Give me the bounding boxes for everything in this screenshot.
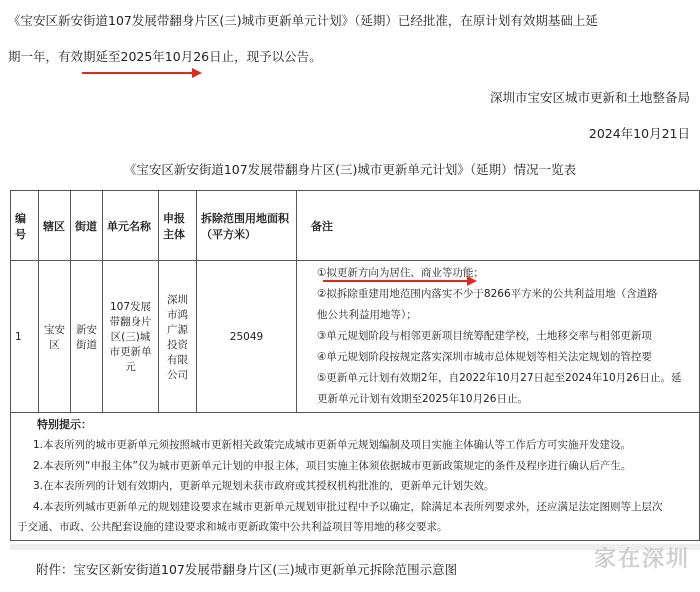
note-5: ④单元规划阶段按规定落实深圳市城市总体规划等相关法定规划的管控要 (317, 351, 652, 363)
table-header-row (11, 191, 700, 261)
table-title: 《宝安区新安街道107发展带翻身片区(三)城市更新单元计划》（延期）情况一览表 (123, 162, 577, 177)
notice-line-2: 期一年，有效期延至2025年10月26日止，现予以公告。 (8, 49, 322, 64)
tips-row (11, 413, 700, 541)
tip-3: 3.在本表所列的计划有效期内，更新单元规划未获市政府或其授权机构批准的，更新单元计划失效。 (33, 480, 495, 492)
note-6: ⑤更新单元计划有效期2年，自2022年10月27日起至2024年10月26日止。延 (317, 372, 682, 384)
cell-district: 宝安区 (39, 261, 71, 413)
header-street: 街道 (71, 191, 103, 261)
header-area: 拆除范围用地面积（平方米） (197, 191, 297, 261)
header-applicant: 申报主体 (159, 191, 197, 261)
plan-table (10, 190, 700, 541)
tips-title: 特别提示： (37, 418, 92, 431)
header-no: 编号 (11, 191, 39, 261)
cell-street: 新安街道 (71, 261, 103, 413)
cell-area: 25049 (197, 261, 297, 413)
notice-line-1: 《宝安区新安街道107发展带翻身片区(三)城市更新单元计划》（延期）已经批准，在原计划有效期基础上延 (8, 13, 598, 28)
highlight-arrow-note (467, 276, 477, 286)
tip-1: 1.本表所列的城市更新单元须按照城市更新相关政策完成城市更新单元规划编制及项目实施主体确认等工作后方可实施开发建设。 (33, 439, 632, 451)
note-2: ②拟拆除重建用地范围内落实不少于8266平方米的公共利益用地（含道路 (317, 288, 658, 300)
note-1: ①拟更新方向为居住、商业等功能； (317, 267, 484, 279)
tips-cell (11, 413, 700, 541)
header-district: 辖区 (39, 191, 71, 261)
cell-no: 1 (11, 261, 39, 413)
issuer-name: 深圳市宝安区城市更新和土地整备局 (489, 90, 690, 105)
issue-date: 2024年10月21日 (588, 126, 690, 141)
table-row (11, 261, 700, 413)
tip-5: 于交通、市政、公共配套设施的建设要求和城市更新政策中公共利益项目等用地的移交要求。 (17, 521, 448, 533)
watermark-logo: 家在深圳 (594, 547, 691, 572)
highlight-underline-date (82, 72, 192, 74)
header-unit-name: 单元名称 (103, 191, 159, 261)
tip-2: 2.本表所列“申报主体”仅为城市更新单元计划的申报主体，项目实施主体须依据城市更新政策规定的条件及程序进行确认后产生。 (33, 459, 632, 472)
highlight-underline-note (323, 280, 468, 282)
attachment-caption: 附件：宝安区新安街道107发展带翻身片区(三)城市更新单元拆除范围示意图 (36, 562, 458, 577)
cell-notes (297, 261, 700, 413)
note-7: 更新单元计划有效期至2025年10月26日止。 (317, 393, 528, 405)
cell-applicant: 深圳市鸿广源投资有限公司 (159, 261, 197, 413)
header-notes: 备注 (297, 191, 700, 261)
cell-unit-name: 107发展带翻身片区(三)城市更新单元 (103, 261, 159, 413)
tip-4: 4.本表所列城市更新单元的规划建设要求在城市更新单元规划审批过程中予以确定，除满足本表所列要求外，还应满足法定图则等上层次 (33, 500, 663, 513)
note-4: ③单元规划阶段与相邻更新项目统筹配建学校，土地移交率与相邻更新项 (317, 330, 652, 342)
highlight-arrow-date (192, 68, 202, 78)
note-3: 他公共利益用地等）； (317, 309, 417, 321)
